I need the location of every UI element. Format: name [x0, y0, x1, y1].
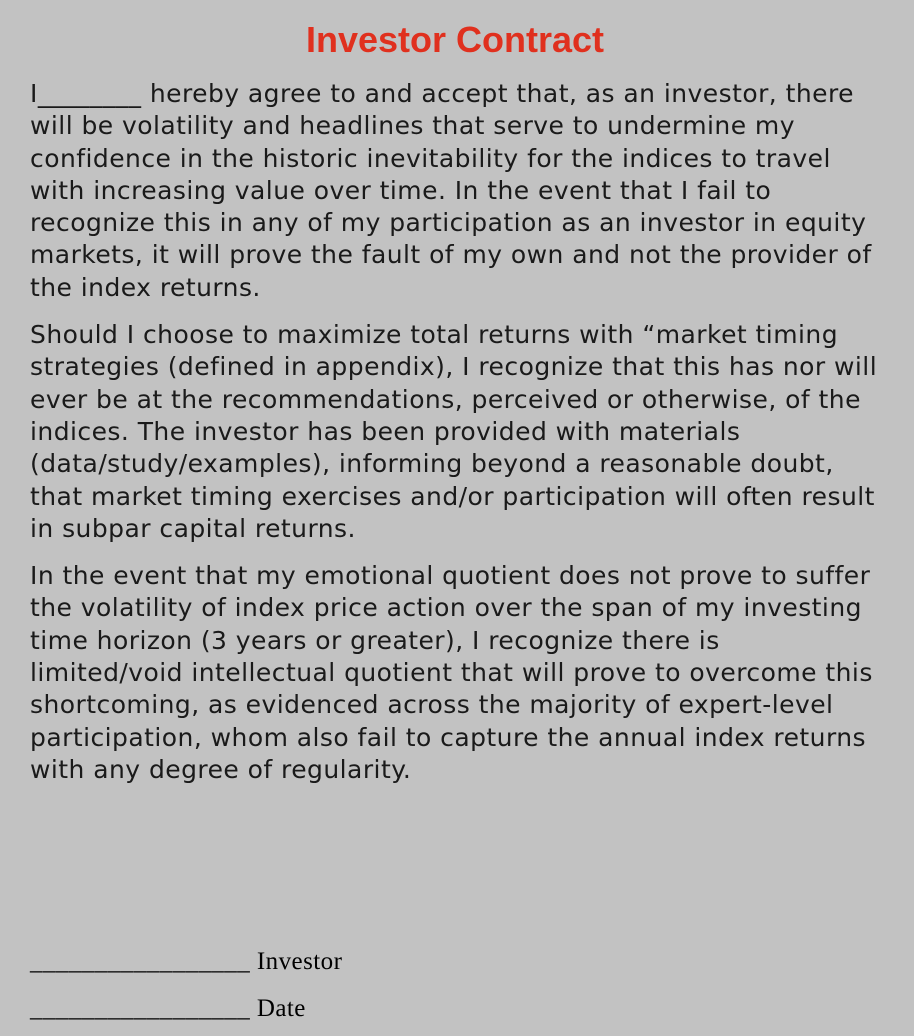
- investor-signature-blank[interactable]: _________________: [30, 948, 251, 975]
- paragraph-agreement: I________ hereby agree to and accept that, as an investor, there will be volatility and headlines that serve to undermine my confidence in the historic inevitability for the indices to travel with increasing value over time. In the event that I fail to recognize this in any of my participation as an investor in equity markets, it will prove the fault of my own and not the provider of the index returns.: [30, 79, 872, 302]
- paragraph-emotional-quotient: In the event that my emotional quotient does not prove to suffer the volatility of index price action over the span of my investing time horizon (3 years or greater), I recognize there is limited/void intellectual quotient that will prove to overcome this shortcoming, as evidenced across the majority of expert-level participation, whom also fail to capture the annual index returns with any degree of regularity.: [30, 561, 873, 784]
- paragraph-market-timing: Should I choose to maximize total returns with “market timing strategies (defined in appendix), I recognize that this has nor will ever be at the recommendations, perceived or otherwise, of the indices. The investor has been provided with materials (data/study/examples), informing beyond a reasonable doubt, that market timing exercises and/or participation will often result in subpar capital returns.: [30, 320, 878, 543]
- investor-signature-line: [30, 946, 342, 978]
- document-title: Investor Contract: [305, 19, 605, 60]
- date-signature-blank[interactable]: _________________: [30, 995, 251, 1022]
- date-signature-label: Date: [256, 995, 306, 1022]
- investor-signature-label: Investor: [256, 948, 343, 975]
- date-signature-line: [30, 993, 306, 1025]
